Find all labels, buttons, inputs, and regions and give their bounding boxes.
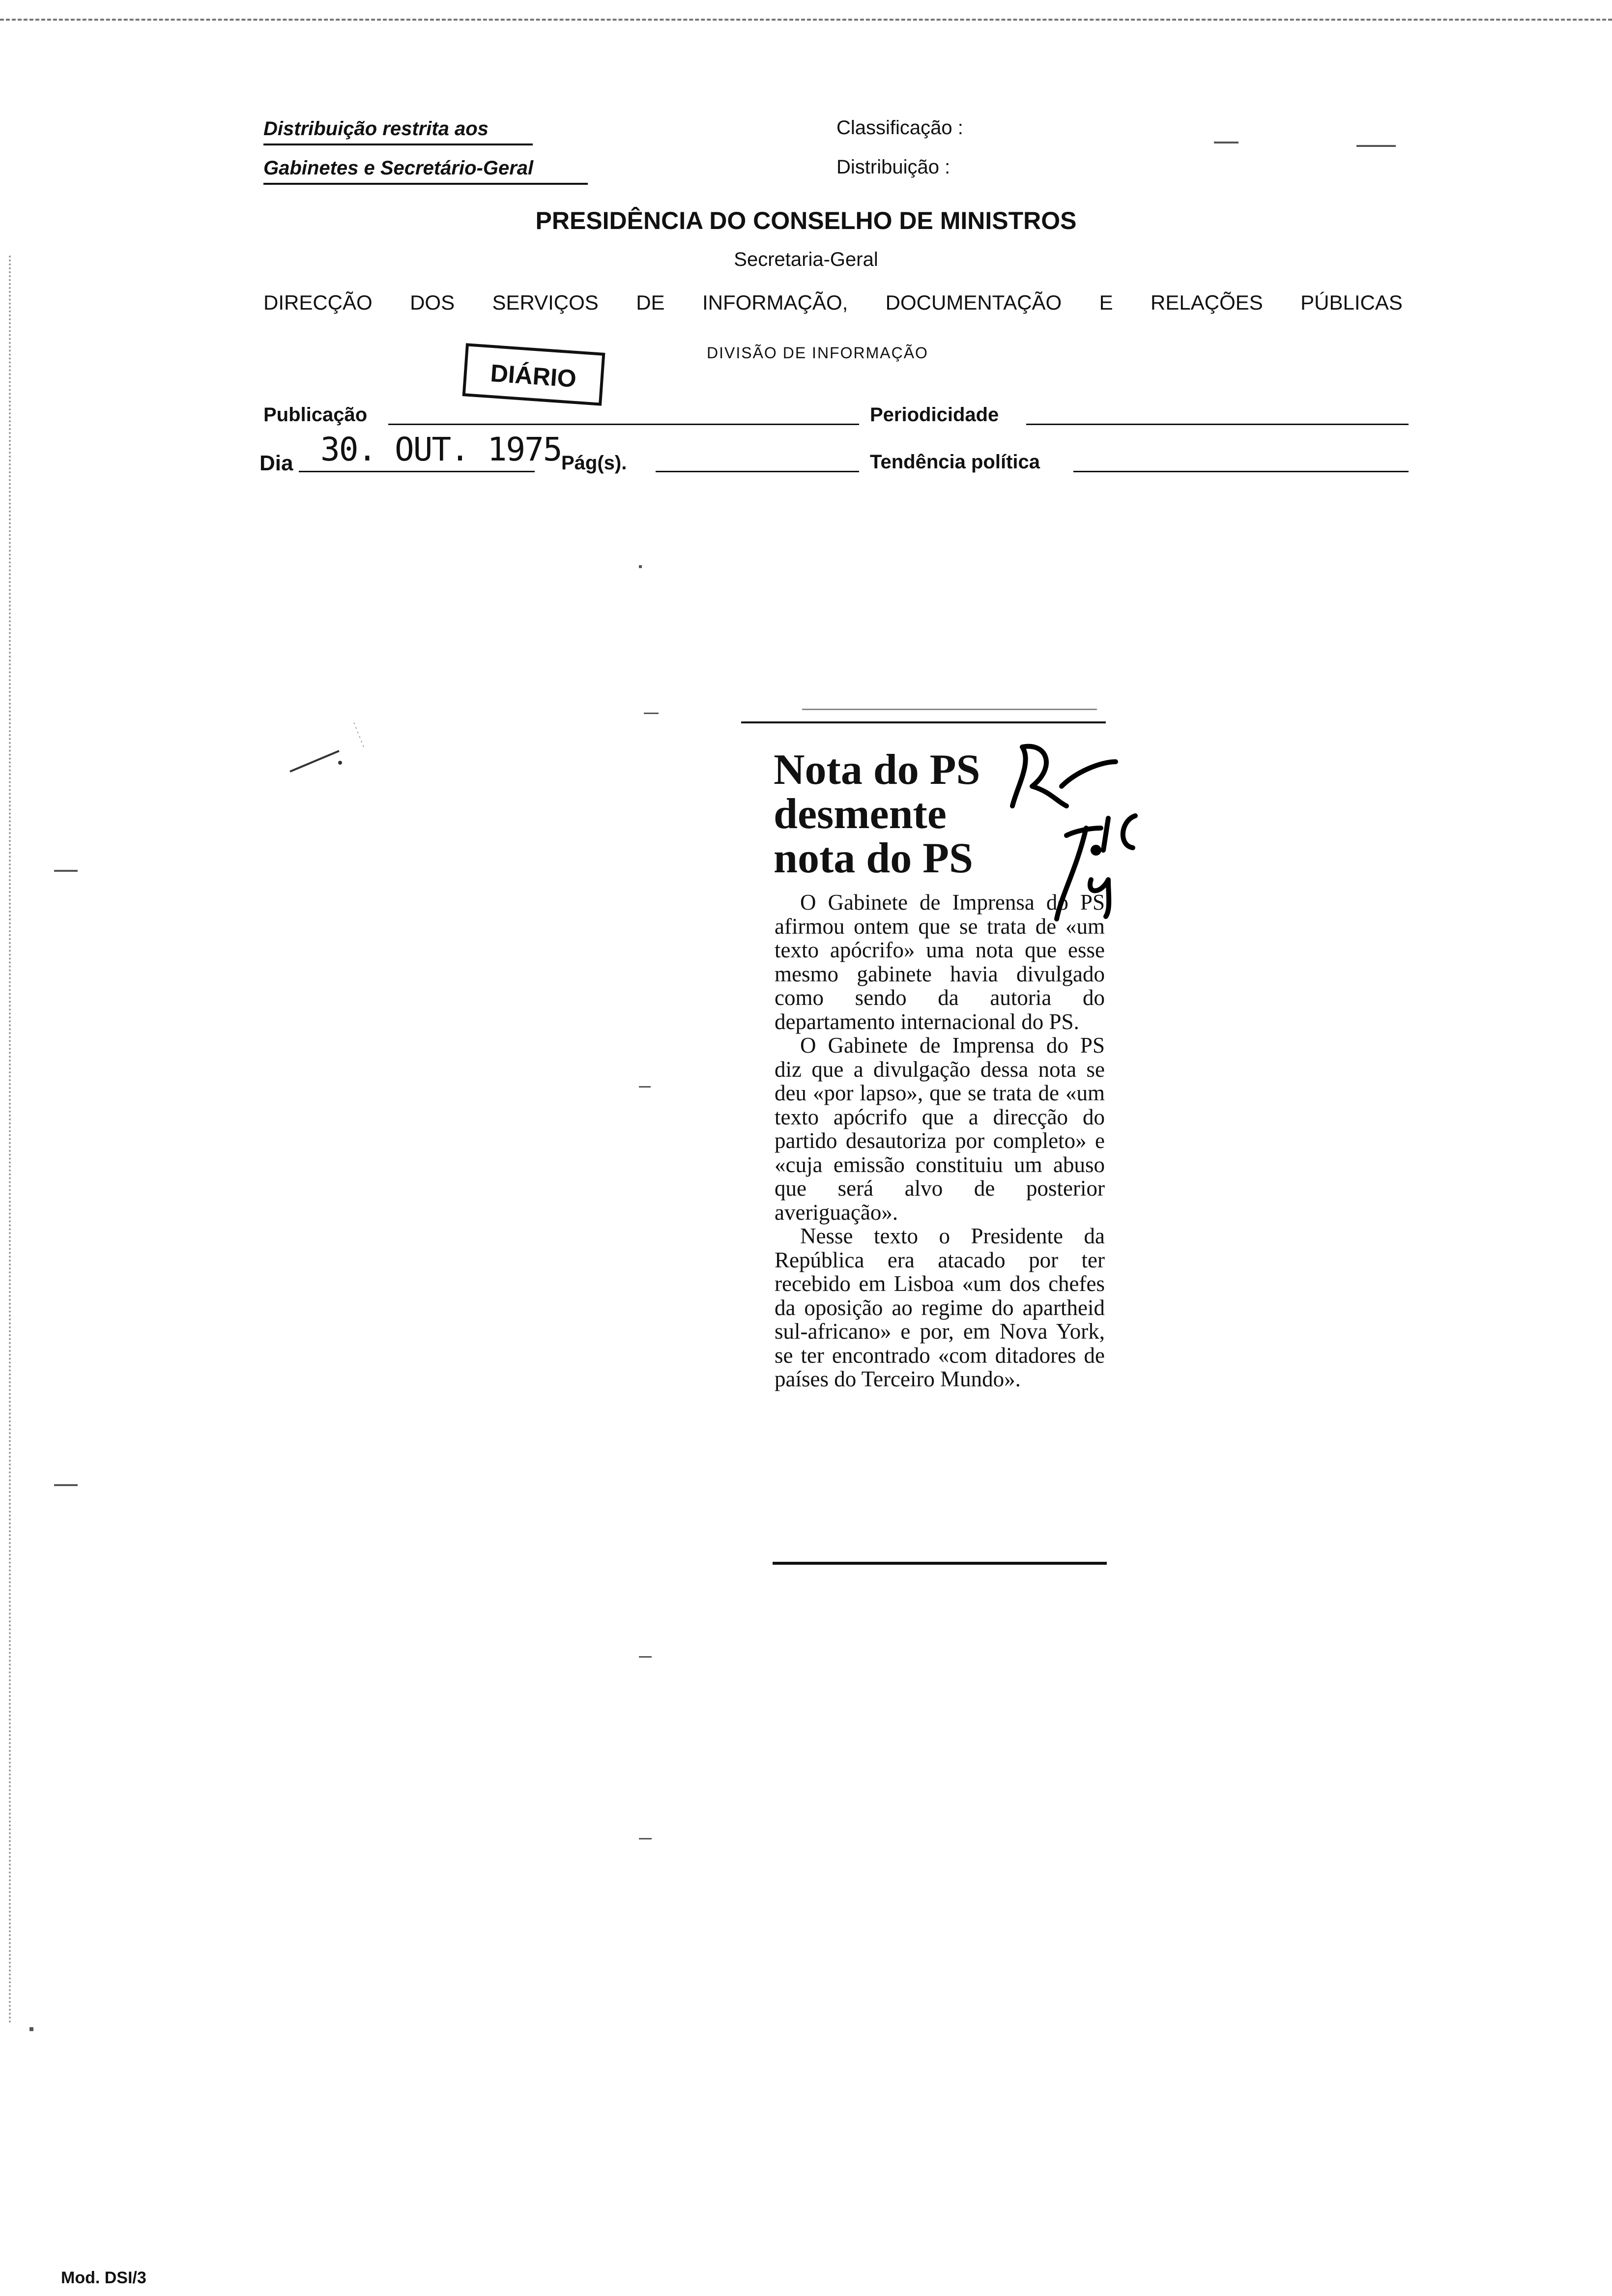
handwritten-annotation-icon [1003,732,1140,929]
article-paragraph: O Gabinete de Imprensa do PS afirmou ontem que se trata de «um texto apócrifo» uma nota que esse mesmo gabinete havia divulgado como sendo da autoria do departamento internacional do PS. [775,890,1105,1034]
directorate-word: SERVIÇOS [492,291,599,314]
pags-label: Pág(s). [561,452,627,474]
dia-label: Dia [259,451,293,475]
ministry-title: PRESIDÊNCIA DO CONSELHO DE MINISTROS [535,207,1077,234]
directorate-word: DE [636,291,665,314]
form-model-code: Mod. DSI/3 [61,2268,146,2287]
publication-stamp [462,343,605,406]
publication-value: DIÁRIO [489,359,577,393]
scan-speck [54,870,78,872]
directorate-word: RELAÇÕES [1151,291,1263,314]
division-title: DIVISÃO DE INFORMAÇÃO [707,344,928,362]
secretariat-title: Secretaria-Geral [734,249,878,270]
scan-speck [639,1086,651,1088]
article-headline-line-1: Nota do PS [774,746,980,794]
classificacao-label: Classificação : [836,117,963,139]
dia-line [299,471,535,472]
periodicidade-label: Periodicidade [870,404,999,426]
article-paragraph: O Gabinete de Imprensa do PS diz que a divulgação dessa nota se deu «por lapso», que se trata de «um texto apócrifo que a direcção do partido desautoriza por completo» e «cuja emissão constituiu um abuso que será alvo de posterior averiguação». [775,1033,1105,1225]
directorate-word: DOS [410,291,455,314]
scan-speck [639,1656,652,1658]
directorate-word: DIRECÇÃO [263,291,373,314]
scan-speck [29,2027,33,2031]
scan-speck [639,565,642,568]
restriction-line-2: Gabinetes e Secretário-Geral [263,157,534,179]
publicacao-label: Publicação [263,404,368,426]
directorate-title [263,291,1403,315]
distribuicao-label: Distribuição : [836,156,950,178]
restriction-underline-2 [263,183,588,185]
pags-line [656,471,859,472]
scan-speck [639,1838,652,1839]
clipping-bottom-rule [773,1562,1107,1565]
periodicidade-line [1026,424,1409,425]
clipping-torn-edge [802,709,1097,710]
directorate-word: E [1099,291,1113,314]
pencil-mark [285,718,369,776]
article-headline-line-3: nota do PS [774,834,973,882]
article-body [775,890,1105,1391]
article-headline-line-2: desmente [774,790,947,838]
scan-edge-dashes [0,19,1612,21]
restriction-line-1: Distribuição restrita aos [263,118,489,140]
tendencia-label: Tendência política [870,451,1040,473]
publicacao-line [388,424,859,425]
scan-speck [1356,145,1396,147]
directorate-word: PÚBLICAS [1300,291,1403,314]
scan-margin-dots [9,256,11,2025]
scan-speck [1214,142,1238,144]
clipping-top-rule [741,721,1106,723]
directorate-word: DOCUMENTAÇÃO [885,291,1062,314]
directorate-word: INFORMAÇÃO, [702,291,848,314]
restriction-underline-1 [263,144,533,145]
dia-value: 30. OUT. 1975 [320,430,562,468]
scan-speck [54,1484,78,1486]
scan-speck [644,713,659,714]
tendencia-line [1073,471,1409,472]
article-paragraph: Nesse texto o Presidente da República era atacado por ter recebido em Lisboa «um dos chefes da oposição ao regime do apartheid sul-africano» e por, em Nova York, se ter encontrado «com ditadores de países do Terceiro Mundo». [775,1224,1105,1391]
